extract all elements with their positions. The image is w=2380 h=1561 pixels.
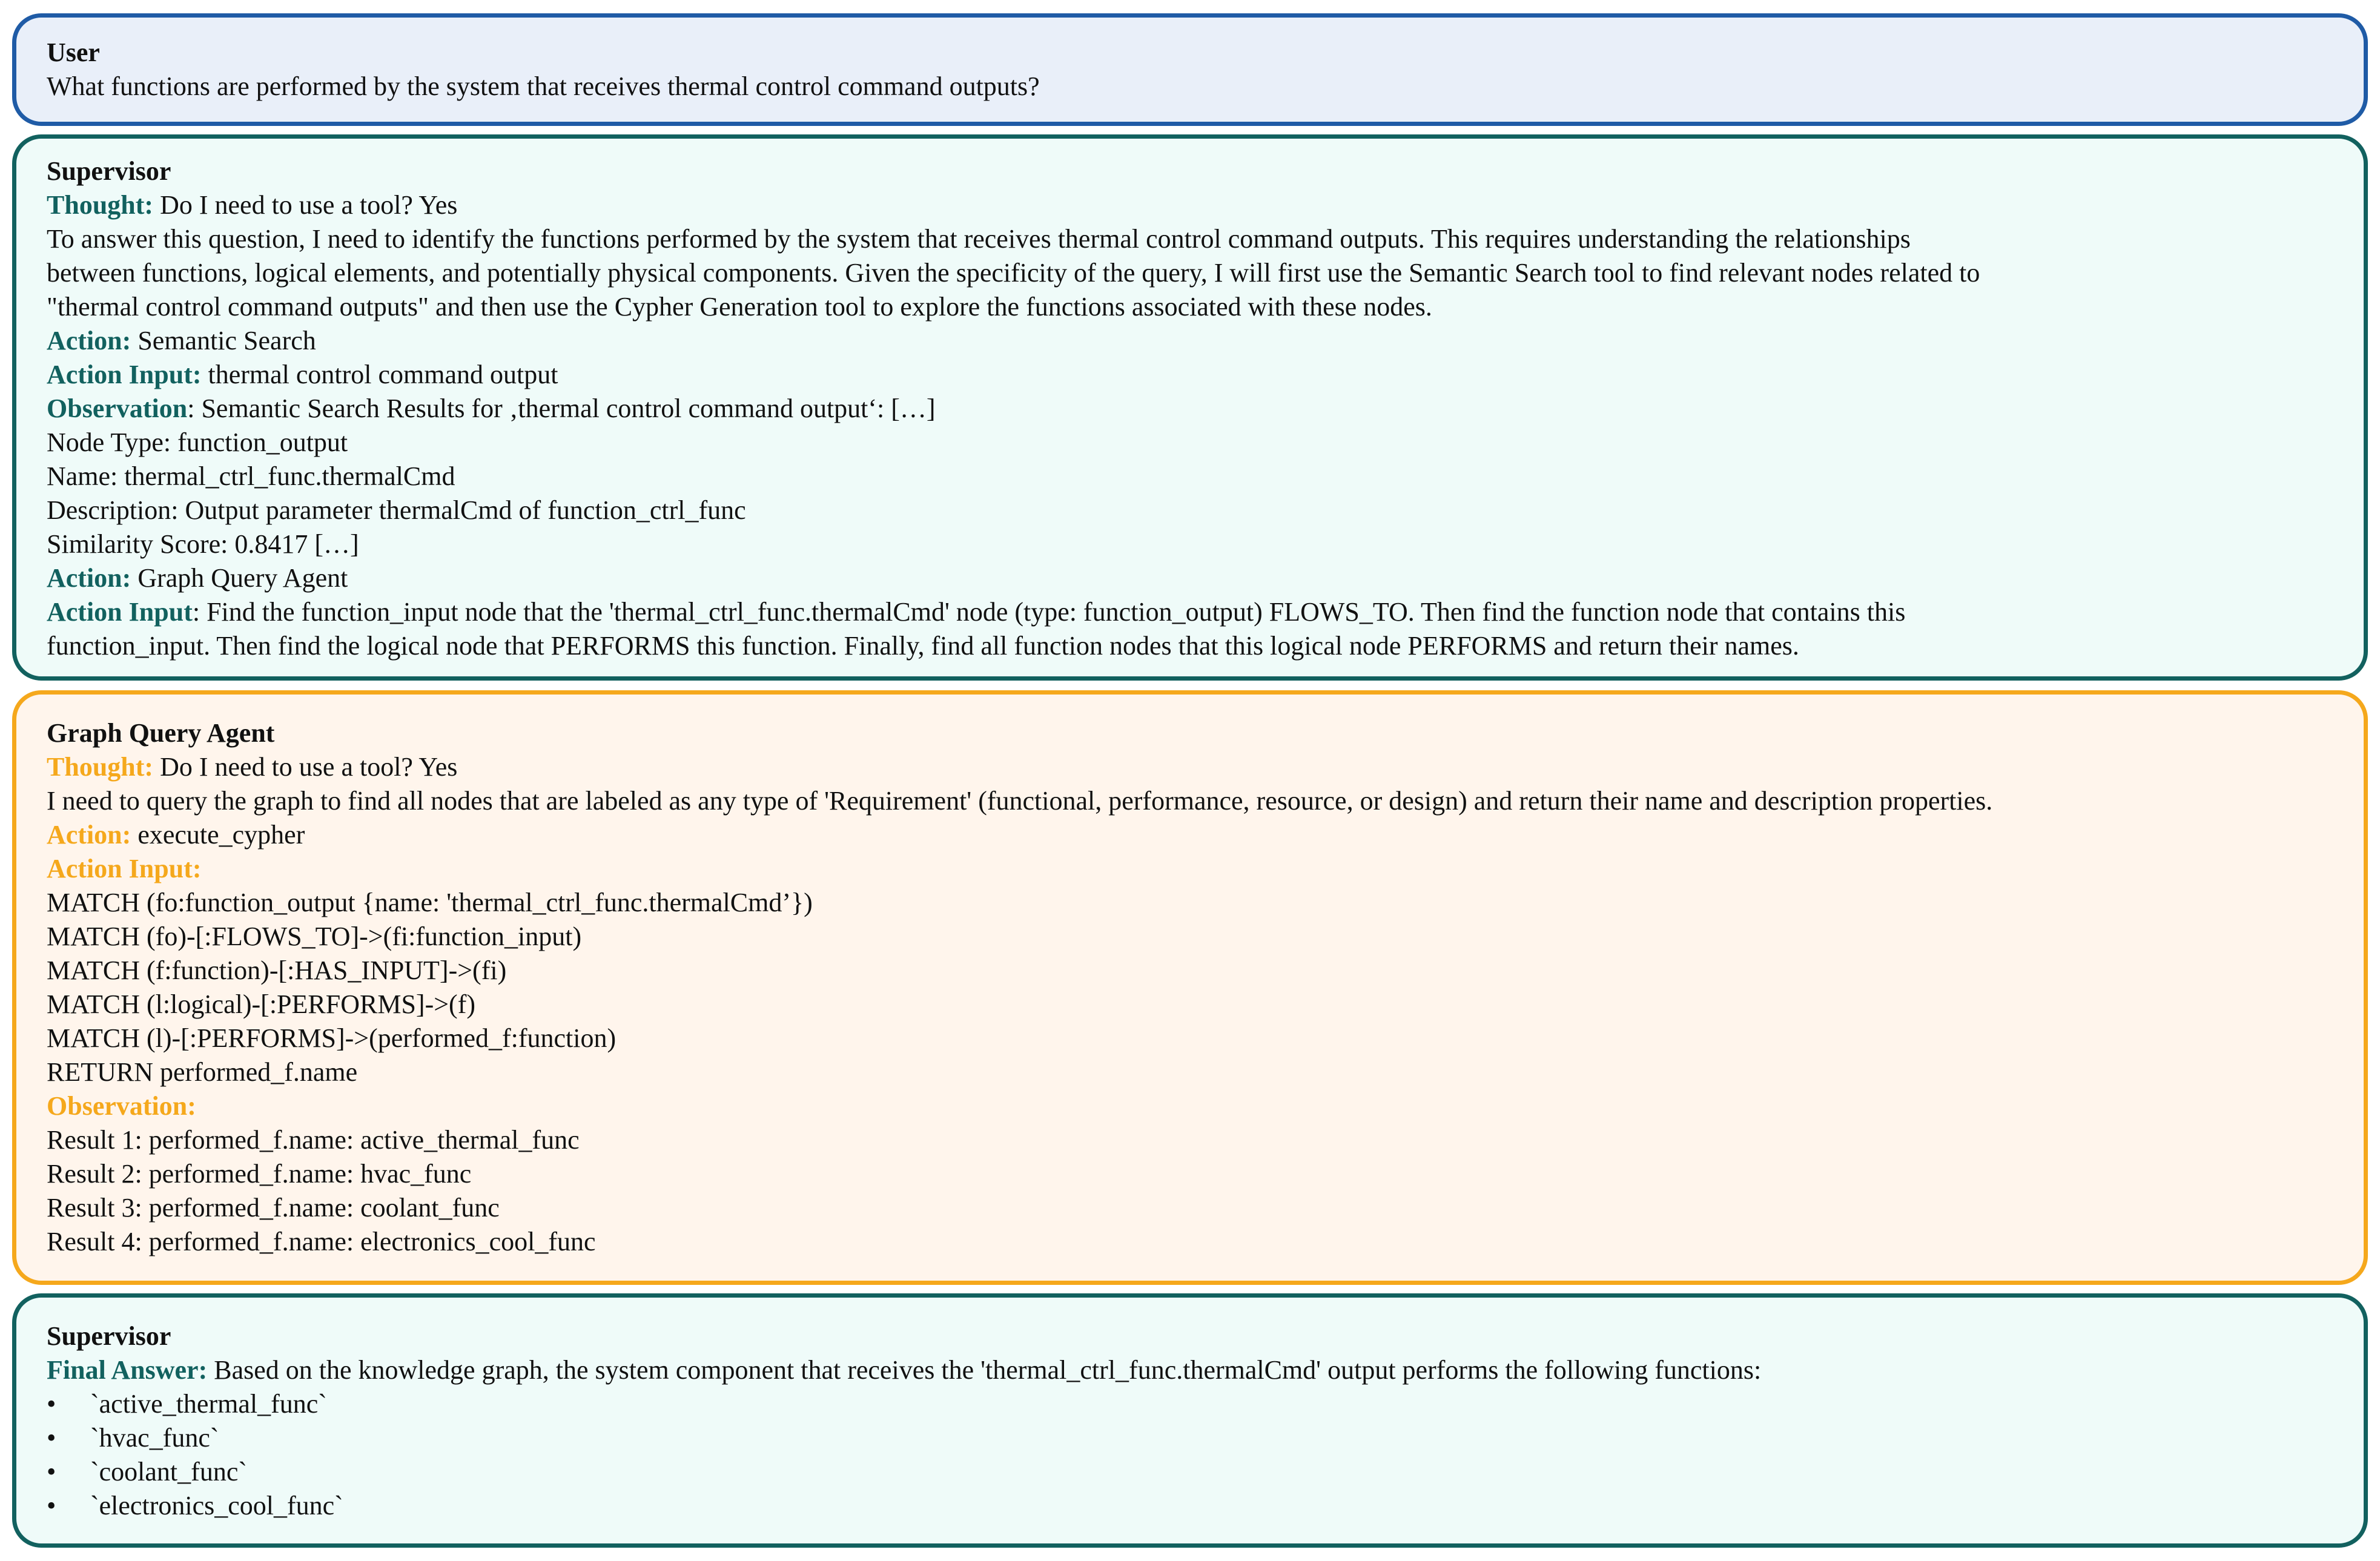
- supervisor-title: Supervisor: [47, 156, 171, 186]
- result-line: Result 2: performed_f.name: hvac_func: [47, 1159, 472, 1189]
- bullet-icon: •: [47, 1389, 56, 1419]
- final-answer-text: Based on the knowledge graph, the system component that receives the 'thermal_ctrl_func.thermalCmd' output performs the following functions:: [207, 1355, 1762, 1385]
- result-line: Description: Output parameter thermalCmd of function_ctrl_func: [47, 495, 746, 525]
- action-label: Action:: [47, 326, 131, 355]
- bullet-icon: •: [47, 1491, 56, 1520]
- function-name: `active_thermal_func`: [90, 1389, 327, 1419]
- observation-label: Observation: [47, 394, 188, 423]
- cypher-line: MATCH (fo)-[:FLOWS_TO]->(fi:function_input): [47, 922, 582, 951]
- result-line: Result 4: performed_f.name: electronics_cool_func: [47, 1227, 596, 1256]
- reasoning-line: between functions, logical elements, and potentially physical components. Given the specificity of the query, I will first use the Semantic Search tool to find relevant nodes related to: [47, 258, 1980, 288]
- action-input-label: Action Input: [47, 597, 193, 627]
- result-line: Node Type: function_output: [47, 427, 348, 457]
- list-item: [47, 1387, 2333, 1421]
- result-line: Name: thermal_ctrl_func.thermalCmd: [47, 461, 455, 491]
- cypher-line: MATCH (l:logical)-[:PERFORMS]->(f): [47, 989, 475, 1019]
- action-input-text: thermal control command output: [201, 360, 558, 389]
- cypher-line: MATCH (l)-[:PERFORMS]->(performed_f:function): [47, 1023, 616, 1053]
- thought-label: Thought:: [47, 190, 154, 220]
- thought-label: Thought:: [47, 752, 154, 782]
- supervisor-message: [12, 134, 2368, 681]
- action-input-text: function_input. Then find the logical node that PERFORMS this function. Finally, find all function nodes that this logical node PERFORMS and return their names.: [47, 631, 1799, 661]
- agent-title: Graph Query Agent: [47, 718, 275, 748]
- bullet-icon: •: [47, 1423, 56, 1453]
- cypher-line: MATCH (f:function)-[:HAS_INPUT]->(fi): [47, 955, 507, 985]
- final-answer-message: [12, 1293, 2368, 1548]
- reasoning-line: To answer this question, I need to identify the functions performed by the system that receives thermal control command outputs. This requires understanding the relationships: [47, 224, 1911, 254]
- function-name: `electronics_cool_func`: [90, 1491, 343, 1520]
- result-line: Result 1: performed_f.name: active_thermal_func: [47, 1125, 580, 1155]
- observation-text: : Semantic Search Results for ‚thermal control command output‘: […]: [187, 394, 936, 423]
- cypher-line: RETURN performed_f.name: [47, 1057, 358, 1087]
- action-text: Semantic Search: [131, 326, 316, 355]
- list-item: [47, 1421, 2333, 1455]
- bullet-icon: •: [47, 1457, 56, 1487]
- final-answer-label: Final Answer:: [47, 1355, 208, 1385]
- list-item: [47, 1455, 2333, 1489]
- action-label: Action:: [47, 820, 131, 850]
- thought-text: Do I need to use a tool? Yes: [153, 752, 458, 782]
- function-name: `coolant_func`: [90, 1457, 247, 1487]
- user-title: User: [47, 38, 100, 67]
- action-input-text: : Find the function_input node that the 'thermal_ctrl_func.thermalCmd' node (type: function_output) FLOWS_TO. Then find the function node that contains this: [192, 597, 1906, 627]
- action-text: execute_cypher: [131, 820, 305, 850]
- thought-text: Do I need to use a tool? Yes: [153, 190, 458, 220]
- user-message: [12, 13, 2368, 126]
- user-question: What functions are performed by the system that receives thermal control command outputs?: [47, 71, 1040, 101]
- list-item: [47, 1489, 2333, 1523]
- reasoning-line: "thermal control command outputs" and then use the Cypher Generation tool to explore the functions associated with these nodes.: [47, 292, 1432, 322]
- function-name: `hvac_func`: [90, 1423, 219, 1453]
- cypher-line: MATCH (fo:function_output {name: 'thermal_ctrl_func.thermalCmd’}): [47, 888, 813, 917]
- action-text: Graph Query Agent: [131, 563, 348, 593]
- graph-query-agent-message: [12, 690, 2368, 1285]
- result-line: Similarity Score: 0.8417 […]: [47, 529, 359, 559]
- observation-label: Observation:: [47, 1091, 196, 1121]
- reasoning-line: I need to query the graph to find all nodes that are labeled as any type of 'Requirement' (functional, performance, resource, or design) and return their name and description properties.: [47, 786, 1993, 816]
- action-label: Action:: [47, 563, 131, 593]
- result-line: Result 3: performed_f.name: coolant_func: [47, 1193, 500, 1223]
- action-input-label: Action Input:: [47, 360, 202, 389]
- action-input-label: Action Input:: [47, 854, 202, 883]
- supervisor-title: Supervisor: [47, 1321, 171, 1351]
